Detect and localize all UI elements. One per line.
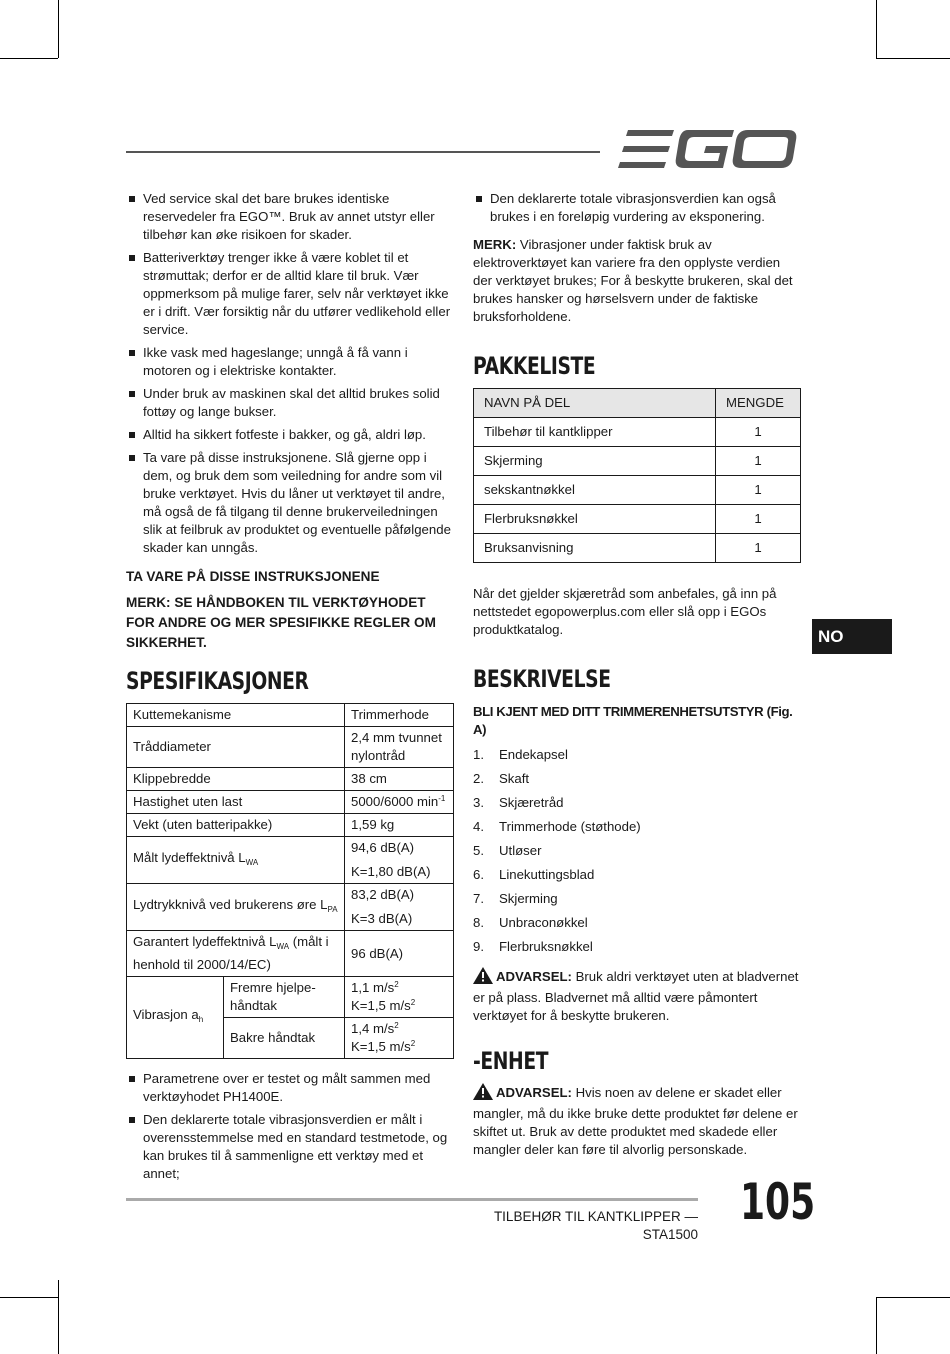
table-row: sekskantnøkkel 1 xyxy=(474,476,801,505)
enhet-title: -ENHET xyxy=(473,1047,549,1075)
crop-mark xyxy=(876,1297,877,1354)
spec-notes xyxy=(126,1070,454,1183)
spec-table xyxy=(126,703,454,1059)
left-column xyxy=(126,190,454,1188)
pack-note: Når det gjelder skjæretråd som anbefales, gå inn på nettstedet egopowerplus.com eller slå opp i EGOs produktkatalog. xyxy=(473,586,777,637)
desc-title: BESKRIVELSE xyxy=(473,665,611,693)
table-row: Skjerming 1 xyxy=(474,447,801,476)
table-row: Kuttemekanisme Trimmerhode xyxy=(127,704,454,727)
merk-note: MERK: Vibrasjoner under faktisk bruk av elektroverktøyet kan variere fra den opplyste verdien der verktøyet brukes; For å beskytte brukeren, skal det brukes hansker og hørselsvern under de faktiske bruksforholdene. xyxy=(473,237,793,324)
list-item: 1. Endekapsel xyxy=(473,747,568,762)
warning-icon xyxy=(473,967,493,989)
crop-mark xyxy=(0,1297,58,1298)
crop-mark xyxy=(876,58,950,59)
crop-mark xyxy=(58,0,59,58)
table-row: Flerbruksnøkkel 1 xyxy=(474,505,801,534)
table-row: Lydtrykknivå ved brukerens øre $L_{PA}$ 83,2 dB(A) K=3 dB(A) xyxy=(127,884,454,931)
language-tab: NO xyxy=(812,619,892,654)
list-item: Batteriverktøy trenger ikke å være koblet til et strømuttak; derfor er de alltid klare til bruk. Vær oppmerksom på mulige farer, selv når verktøyet ikke er i drift. Vær forsiktig når du utfører vedlikehold eller service. xyxy=(126,249,454,339)
list-item: 5. Utløser xyxy=(473,843,542,858)
table-row: Bruksanvisning 1 xyxy=(474,534,801,563)
table-row: Klippebredde 38 cm xyxy=(127,768,454,791)
parts-list xyxy=(473,743,801,959)
header-rule xyxy=(126,151,600,153)
desc-subtitle: BLI KJENT MED DITT TRIMMERENHETSUTSTYR (Fig. A) xyxy=(473,704,793,737)
list-item: 3. Skjæretråd xyxy=(473,795,564,810)
table-row: Tråddiameter 2,4 mm tvunnet nylontråd xyxy=(127,727,454,768)
crop-mark xyxy=(0,58,58,59)
list-item: Under bruk av maskinen skal det alltid brukes solid fottøy og lange bukser. xyxy=(126,385,454,421)
list-item: 9. Flerbruksnøkkel xyxy=(473,939,593,954)
list-item: Alltid ha sikkert fotfeste i bakker, og gå, aldri løp. xyxy=(126,426,454,444)
vibration-bullets xyxy=(473,190,801,226)
table-row: Hastighet uten last 5000/6000 $\min^{-1}$ xyxy=(127,791,454,814)
warning-guard: ADVARSEL: Bruk aldri verktøyet uten at bladvernet er på plass. Bladvernet må alltid være påmontert verktøyet for å beskytte brukeren. xyxy=(473,969,799,1023)
list-item: Ikke vask med hageslange; unngå å få vann i motoren og i elektriske kontakter. xyxy=(126,344,454,380)
list-item: Ta vare på disse instruksjonene. Slå gjerne opp i dem, og bruk dem som veiledning for andre som vil bruke verktøyet. Hvis du låner ut verktøyet til andre, må også de få tilgang til denne brukerveiledningen slik at feilbruk av produktet og eventuelle påfølgende skader kan unngås. xyxy=(126,449,454,557)
ego-logo xyxy=(616,128,800,172)
spec-title: SPESIFIKASJONER xyxy=(126,667,309,695)
table-row: Bakre håndtak 1,4 $m/s^2$ K=1,5 $m/s^2$ xyxy=(127,1018,454,1059)
warning-damaged: ADVARSEL: Hvis noen av delene er skadet eller mangler, må du ikke bruke dette produktet før delene er skiftet ut. Bruk av dette produktet med skadede eller mangler deler kan føre til alvorlig personskade. xyxy=(473,1085,798,1157)
table-row: Garantert lydeffektnivå $L_{WA}$ (målt i henhold til 2000/14/EC) 96 dB(A) xyxy=(127,931,454,977)
table-row: Vibrasjon $a_h$ Fremre hjelpe-håndtak 1,1 $m/s^2$ K=1,5 $m/s^2$ xyxy=(127,977,454,1018)
list-item: 7. Skjerming xyxy=(473,891,558,906)
list-item: 4. Trimmerhode (støthode) xyxy=(473,819,641,834)
list-item: Den deklarerte totale vibrasjonsverdien kan også brukes i en foreløpig vurdering av eksponering. xyxy=(473,190,801,226)
list-item: 2. Skaft xyxy=(473,771,530,786)
right-column xyxy=(473,190,801,1159)
list-item: Ved service skal det bare brukes identiske reservedeler fra EGO™. Bruk av annet utstyr eller tilbehør kan øke risikoen for skader. xyxy=(126,190,454,244)
footer-rule xyxy=(126,1198,698,1201)
save-instructions-heading: TA VARE PÅ DISSE INSTRUKSJONENE xyxy=(126,569,380,584)
table-header-row: NAVN PÅ DEL MENGDE xyxy=(474,389,801,418)
crop-mark xyxy=(876,0,877,58)
table-row: Målt lydeffektnivå $L_{WA}$ 94,6 dB(A) K=1,80 dB(A) xyxy=(127,837,454,884)
safety-bullets xyxy=(126,190,454,557)
warning-icon xyxy=(473,1083,493,1105)
pack-title: PAKKELISTE xyxy=(473,352,596,380)
list-item: Den deklarerte totale vibrasjonsverdien er målt i overensstemmelse med en standard testmetode, og kan brukes til å sammenligne ett verktøy med et annet; xyxy=(126,1111,454,1183)
table-row: Tilbehør til kantklipper 1 xyxy=(474,418,801,447)
table-row: Vekt (uten batteripakke) 1,59 kg xyxy=(127,814,454,837)
packing-list-table xyxy=(473,388,801,563)
list-item: 8. Unbraconøkkel xyxy=(473,915,588,930)
footer-title: TILBEHØR TIL KANTKLIPPER — STA1500 xyxy=(493,1209,698,1242)
crop-mark xyxy=(58,1280,59,1354)
page-number: 105 xyxy=(740,1173,816,1231)
list-item: 6. Linekuttingsblad xyxy=(473,867,595,882)
merk-heading: MERK: SE HÅNDBOKEN TIL VERKTØYHODET FOR ANDRE OG MER SPESIFIKKE REGLER OM SIKKERHET. xyxy=(126,595,436,650)
list-item: Parametrene over er testet og målt sammen med verktøyhodet PH1400E. xyxy=(126,1070,454,1106)
crop-mark xyxy=(876,1297,950,1298)
